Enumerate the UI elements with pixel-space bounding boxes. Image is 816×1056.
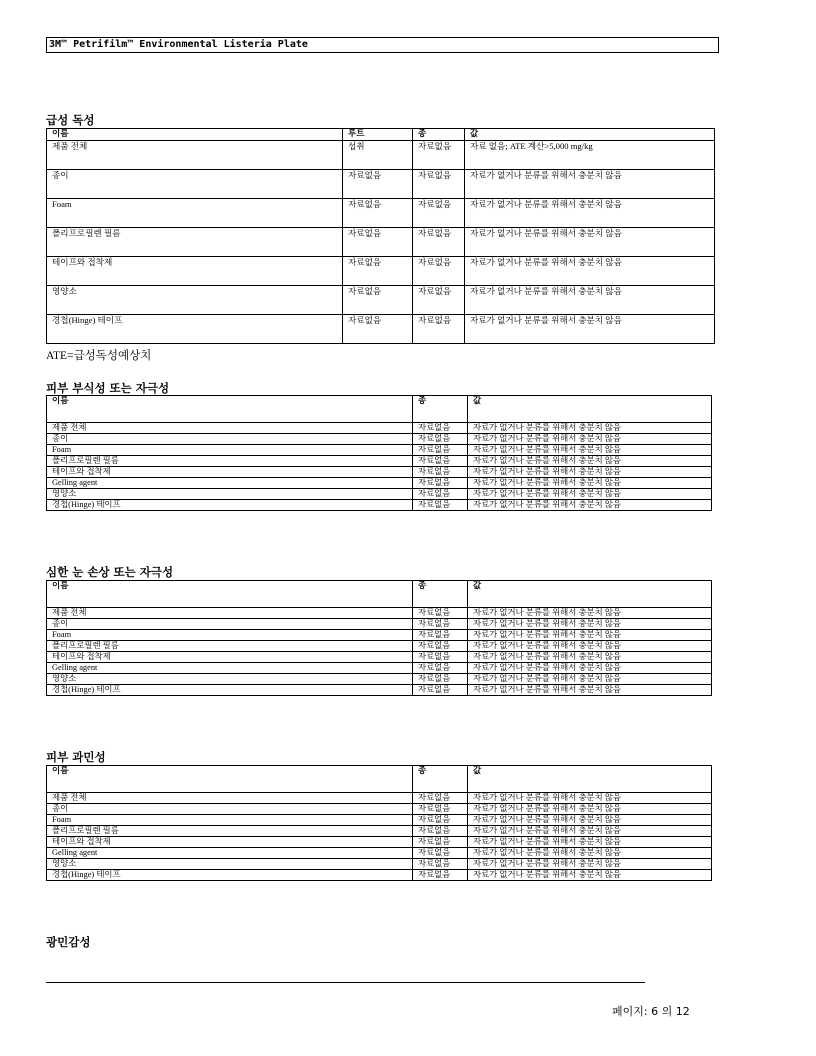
table-row [47,837,712,848]
table-header-row [47,129,715,141]
table-row [47,652,712,663]
cell-species: 자료없음 [413,652,468,663]
eye-damage-table [46,580,712,696]
cell-route: 자료없음 [343,315,413,344]
cell-name: 폴리프로필렌 필름 [47,456,413,467]
table-row [47,630,712,641]
cell-name: 폴리프로필렌 필름 [47,641,413,652]
table-row [47,141,715,170]
table-row [47,286,715,315]
table-row [47,859,712,870]
cell-name: 제품 전체 [47,423,413,434]
table-row [47,315,715,344]
cell-species: 자료없음 [413,870,468,881]
ate-footnote: ATE=급성독성예상치 [46,350,152,362]
cell-species: 자료없음 [413,837,468,848]
cell-species: 자료없음 [413,257,465,286]
cell-species: 자료없음 [413,815,468,826]
column-header-name: 이름 [47,581,413,608]
cell-species: 자료없음 [413,467,468,478]
cell-value: 자료가 없거나 분류를 위해서 충분치 않음 [465,315,715,344]
cell-species: 자료없음 [413,848,468,859]
cell-species: 자료없음 [413,619,468,630]
cell-value: 자료가 없거나 분류를 위해서 충분치 않음 [468,619,712,630]
cell-species: 자료없음 [413,489,468,500]
table-row [47,608,712,619]
cell-value: 자료가 없거나 분류를 위해서 충분치 않음 [468,489,712,500]
cell-species: 자료없음 [413,608,468,619]
table-row [47,674,712,685]
table-row [47,170,715,199]
cell-name: 영양소 [47,859,413,870]
cell-value: 자료가 없거나 분류를 위해서 충분치 않음 [468,804,712,815]
column-header-value: 값 [468,396,712,423]
cell-name: 테이프와 접착제 [47,652,413,663]
cell-value: 자료가 없거나 분류를 위해서 충분치 않음 [468,848,712,859]
cell-name: 영양소 [47,489,413,500]
cell-value: 자료가 없거나 분류를 위해서 충분치 않음 [465,228,715,257]
cell-species: 자료없음 [413,804,468,815]
table-row [47,804,712,815]
skin-corrosion-table [46,395,712,511]
table-row [47,685,712,696]
column-header-species: 종 [413,766,468,793]
cell-species: 자료없음 [413,859,468,870]
table-row [47,619,712,630]
cell-value: 자료가 없거나 분류를 위해서 충분치 않음 [468,826,712,837]
skin-sensitization-table [46,765,712,881]
cell-species: 자료없음 [413,663,468,674]
cell-species: 자료없음 [413,641,468,652]
table-row [47,199,715,228]
page-number: 페이지: 6 의 12 [612,1005,690,1018]
cell-value: 자료가 없거나 분류를 위해서 충분치 않음 [468,423,712,434]
table-header-row [47,581,712,608]
cell-species: 자료없음 [413,423,468,434]
column-header-species: 종 [413,581,468,608]
table-header-row [47,396,712,423]
cell-name: 제품 전체 [47,608,413,619]
cell-value: 자료가 없거나 분류를 위해서 충분치 않음 [468,500,712,511]
cell-species: 자료없음 [413,315,465,344]
cell-value: 자료가 없거나 분류를 위해서 충분치 않음 [468,837,712,848]
cell-species: 자료없음 [413,228,465,257]
cell-name: 경첩(Hinge) 테이프 [47,500,413,511]
cell-name: Foam [47,445,413,456]
table-row [47,793,712,804]
cell-value: 자료가 없거나 분류를 위해서 충분치 않음 [468,630,712,641]
cell-route: 자료없음 [343,170,413,199]
table-row [47,478,712,489]
acute-toxicity-table [46,128,715,344]
column-header-name: 이름 [47,396,413,423]
cell-species: 자료없음 [413,630,468,641]
table-row [47,489,712,500]
cell-name: 종이 [47,619,413,630]
cell-value: 자료가 없거나 분류를 위해서 충분치 않음 [468,467,712,478]
cell-value: 자료 없음; ATE 계산>5,000 mg/kg [465,141,715,170]
table-header-row [47,766,712,793]
table-row [47,641,712,652]
cell-name: 영양소 [47,286,343,315]
cell-species: 자료없음 [413,685,468,696]
cell-name: Foam [47,815,413,826]
cell-species: 자료없음 [413,199,465,228]
cell-name: 폴리프로필렌 필름 [47,228,343,257]
section-title-skin-corrosion: 피부 부식성 또는 자극성 [46,381,170,395]
cell-species: 자료없음 [413,500,468,511]
cell-name: 경첩(Hinge) 테이프 [47,685,413,696]
table-row [47,870,712,881]
document-header: 3M™ Petrifilm™ Environmental Listeria Plate [46,37,719,53]
cell-value: 자료가 없거나 분류를 위해서 충분치 않음 [465,257,715,286]
cell-route: 섭취 [343,141,413,170]
section-title-skin-sensitization: 피부 과민성 [46,750,106,764]
table-row [47,500,712,511]
table-row [47,663,712,674]
table-row [47,467,712,478]
table-row [47,434,712,445]
cell-species: 자료없음 [413,793,468,804]
table-row [47,815,712,826]
cell-value: 자료가 없거나 분류를 위해서 충분치 않음 [468,456,712,467]
column-header-species: 종 [413,396,468,423]
cell-species: 자료없음 [413,826,468,837]
cell-species: 자료없음 [413,434,468,445]
cell-value: 자료가 없거나 분류를 위해서 충분치 않음 [465,286,715,315]
table-row [47,445,712,456]
column-header-value: 값 [468,766,712,793]
cell-name: 테이프와 접착제 [47,467,413,478]
cell-species: 자료없음 [413,286,465,315]
cell-name: 테이프와 접착제 [47,837,413,848]
cell-route: 자료없음 [343,199,413,228]
cell-value: 자료가 없거나 분류를 위해서 충분치 않음 [468,815,712,826]
cell-value: 자료가 없거나 분류를 위해서 충분치 않음 [468,674,712,685]
cell-name: Foam [47,199,343,228]
column-header-name: 이름 [47,766,413,793]
cell-species: 자료없음 [413,674,468,685]
table-row [47,228,715,257]
section-title-photosensitization: 광민감성 [46,935,91,949]
cell-name: 종이 [47,434,413,445]
cell-species: 자료없음 [413,478,468,489]
cell-route: 자료없음 [343,286,413,315]
cell-species: 자료없음 [413,445,468,456]
cell-value: 자료가 없거나 분류를 위해서 충분치 않음 [468,445,712,456]
column-header-value: 값 [468,581,712,608]
section-title-eye-damage: 심한 눈 손상 또는 자극성 [46,565,174,579]
cell-value: 자료가 없거나 분류를 위해서 충분치 않음 [468,663,712,674]
cell-value: 자료가 없거나 분류를 위해서 충분치 않음 [468,793,712,804]
cell-value: 자료가 없거나 분류를 위해서 충분치 않음 [468,859,712,870]
cell-name: 종이 [47,804,413,815]
table-row [47,848,712,859]
cell-value: 자료가 없거나 분류를 위해서 충분치 않음 [465,170,715,199]
cell-name: 종이 [47,170,343,199]
cell-name: 경첩(Hinge) 테이프 [47,315,343,344]
column-header-species: 종 [413,129,465,141]
cell-route: 자료없음 [343,257,413,286]
cell-name: Gelling agent [47,848,413,859]
table-row [47,826,712,837]
cell-name: 폴리프로필렌 필름 [47,826,413,837]
table-row [47,456,712,467]
cell-species: 자료없음 [413,456,468,467]
table-row [47,257,715,286]
table-row [47,423,712,434]
cell-value: 자료가 없거나 분류를 위해서 충분치 않음 [468,685,712,696]
cell-value: 자료가 없거나 분류를 위해서 충분치 않음 [468,652,712,663]
cell-route: 자료없음 [343,228,413,257]
cell-value: 자료가 없거나 분류를 위해서 충분치 않음 [468,478,712,489]
cell-name: Gelling agent [47,478,413,489]
cell-name: Gelling agent [47,663,413,674]
cell-value: 자료가 없거나 분류를 위해서 충분치 않음 [468,870,712,881]
cell-value: 자료가 없거나 분류를 위해서 충분치 않음 [468,608,712,619]
cell-name: 경첩(Hinge) 테이프 [47,870,413,881]
column-header-route: 루트 [343,129,413,141]
cell-name: 테이프와 접착제 [47,257,343,286]
cell-species: 자료없음 [413,170,465,199]
column-header-value: 값 [465,129,715,141]
cell-name: Foam [47,630,413,641]
cell-species: 자료없음 [413,141,465,170]
section-title-acute-toxicity: 급성 독성 [46,113,95,127]
cell-name: 제품 전체 [47,793,413,804]
cell-value: 자료가 없거나 분류를 위해서 충분치 않음 [465,199,715,228]
cell-value: 자료가 없거나 분류를 위해서 충분치 않음 [468,434,712,445]
cell-value: 자료가 없거나 분류를 위해서 충분치 않음 [468,641,712,652]
footer-divider [46,982,645,983]
cell-name: 제품 전체 [47,141,343,170]
cell-name: 영양소 [47,674,413,685]
column-header-name: 이름 [47,129,343,141]
